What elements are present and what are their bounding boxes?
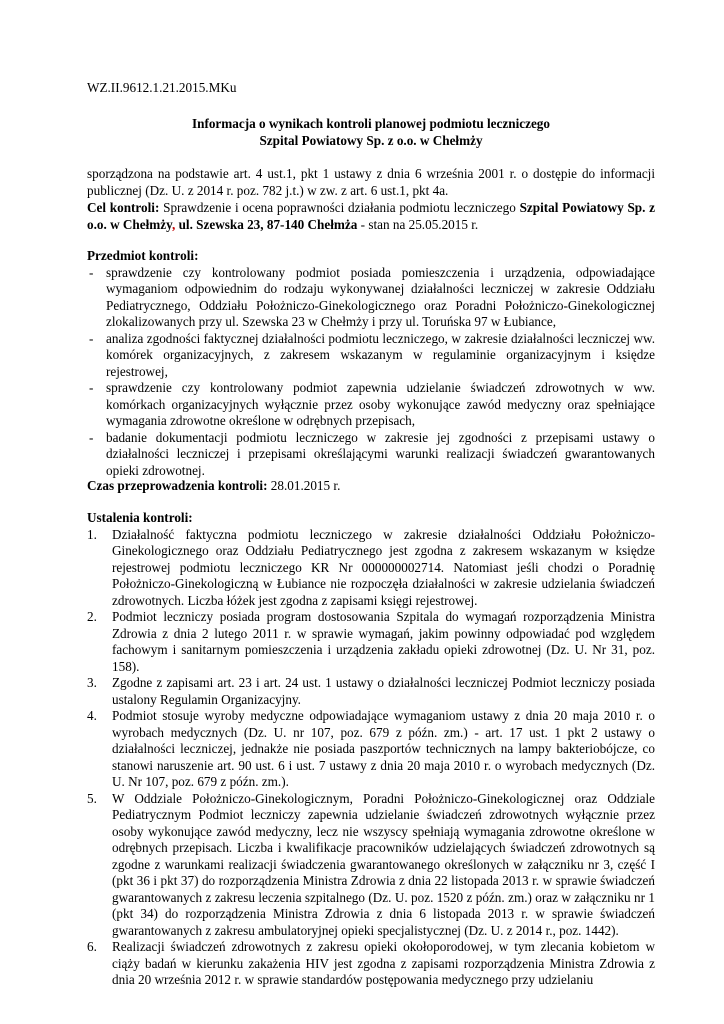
control-state-date: - stan na 25.05.2015 r. [357, 216, 479, 232]
finding-number: 4. [87, 708, 97, 723]
control-date-value: 28.01.2015 r. [267, 478, 341, 493]
list-item: - badanie dokumentacji podmiotu leczniczego w zakresie jej zgodności z przepisami ustawy o działalności leczniczej i przepisami określającymi warunki realizacji świadczeń gwarantowanych opieki zdrowotnej. [87, 430, 655, 480]
control-purpose-text: Sprawdzenie i ocena poprawności działania podmiotu leczniczego [159, 200, 520, 215]
title-line-1: Informacja o wynikach kontroli planowej podmiotu leczniczego [191, 116, 550, 131]
finding-text: Działalność faktyczna podmiotu leczniczego w zakresie działalności Oddziału Położniczo-Ginekologicznego oraz Oddziału Pediatrycznego jest zgodna z zakresem wskazanym w księdze rejestrowej podmiotu leczniczego KR Nr 000000002714. Natomiast jeśli chodzi o Poradnię Położniczo-Ginekologiczną w Łubiance nie rozpoczęła działalności w zakresie udzielania świadczeń zdrowotnych. Liczba łóżek jest zgodna z zapisami księgi rejestrowej. [112, 526, 655, 608]
finding-text: Realizacji świadczeń zdrowotnych z zakresu opieki okołoporodowej, w tym zlecania kobietom w ciąży badań w kierunku zakażenia HIV jest zgodna z zapisami rozporządzenia Ministra Zdrowia z dnia 20 września 2012 r. w sprawie standardów postępowania medycznego przy udzielaniu [112, 939, 655, 987]
list-item: - sprawdzenie czy kontrolowany podmiot zapewnia udzielanie świadczeń zdrowotnych w ww. komórkach organizacyjnych wyłącznie przez osoby wykonujące zawód medyczny oraz spełniające wymagania zdrowotne określone w odrębnych przepisach, [87, 380, 655, 430]
list-item [87, 675, 655, 708]
findings-heading: Ustalenia kontroli: [87, 510, 193, 525]
entity-comma: , [171, 216, 176, 232]
control-purpose-paragraph [87, 200, 655, 233]
list-item [87, 791, 655, 940]
title-line-2: Szpital Powiatowy Sp. z o.o. w Chełmży [259, 132, 483, 148]
finding-text: Podmiot stosuje wyroby medyczne odpowiadające wymaganiom ustawy z dnia 20 maja 2010 r. o wyrobach medycznych (Dz. U. nr 107, poz. 679 z późn. zm.) - art. 17 ust. 1 pkt 2 ustawy o działalności leczniczej, jednakże nie posiada paszportów technicznych na lampy bakteriobójcze, co stanowi naruszenie art. 90 ust. 6 i ust. 7 ustawy z dnia 20 maja 2010 r. o wyrobach medycznych (Dz. U. Nr 107, poz. 679 z późn. zm.). [112, 708, 655, 789]
list-item [87, 708, 655, 791]
finding-text: Zgodne z zapisami art. 23 i art. 24 ust. 1 ustawy o działalności leczniczej Podmiot leczniczy posiada ustalony Regulamin Organizacyjny. [112, 675, 655, 707]
finding-text: W Oddziale Położniczo-Ginekologicznym, Poradni Położniczo-Ginekologicznej oraz Oddziale Pediatrycznym Podmiot leczniczy zapewnia udzielanie świadczeń zdrowotnych wyłącznie przez osoby wykonujące zawód medyczny, lecz nie wszyscy spełniają wymagania zdrowotne określone w odrębnych przepisach. Liczba i kwalifikacje pracowników udzielających świadczeń zdrowotnych są zgodne z warunkami realizacji świadczenia gwarantowanego określonych w załączniku nr 3, część I (pkt 36 i pkt 37) do rozporządzenia Ministra Zdrowia z dnia 22 listopada 2013 r. w sprawie świadczeń gwarantowanych z zakresu leczenia szpitalnego (Dz. U. poz. 1520 z późn. zm.) oraz w załączniku nr 1 (pkt 34) do rozporządzenia Ministra Zdrowia z dnia 6 listopada 2013 r. w sprawie świadczeń gwarantowanych z zakresu ambulatoryjnej opieki specjalistycznej (Dz. U. z 2014 r., poz. 1442). [112, 790, 655, 938]
document-title [87, 116, 655, 149]
control-subject-list [87, 265, 655, 480]
finding-number: 5. [87, 790, 97, 806]
finding-number: 2. [87, 609, 97, 624]
finding-number: 1. [87, 526, 97, 542]
finding-text: Podmiot leczniczy posiada program dostosowania Szpitala do wymagań rozporządzenia Ministra Zdrowia z dnia 2 lutego 2011 r. w sprawie wymagań, jakim powinny odpowiadać pod względem fachowym i sanitarnym pomieszczenia i urządzenia zakładu opieki zdrowotnej (Dz. U. Nr 31, poz. 158). [112, 609, 655, 674]
legal-basis-paragraph: sporządzona na podstawie art. 4 ust.1, pkt 1 ustawy z dnia 6 września 2001 r. o dostępie do informacji publicznej (Dz. U. z 2014 r. poz. 782 j.t.) w zw. z art. 6 ust.1, pkt 4a. [87, 166, 655, 198]
list-item [87, 609, 655, 675]
list-item: - sprawdzenie czy kontrolowany podmiot posiada pomieszczenia i urządzenia, odpowiadające wymaganiom odpowiednim do rodzaju wykonywanej działalności leczniczej w zakresie Oddziału Pediatrycznego, Oddziału Położniczo-Ginekologicznego oraz Poradni Położniczo-Ginekologicznej zlokalizowanych przy ul. Szewska 23 w Chełmży i przy ul. Toruńska 97 w Łubiance, [87, 265, 655, 331]
control-purpose-label: Cel kontroli: [87, 200, 160, 215]
control-date-label: Czas przeprowadzenia kontroli: [87, 478, 268, 493]
reference-number: WZ.II.9612.1.21.2015.MKu [87, 80, 237, 95]
control-subject-heading: Przedmiot kontroli: [87, 248, 199, 263]
control-subject-section [87, 248, 655, 479]
findings-list [87, 527, 655, 989]
control-entity-address: ul. Szewska 23, 87-140 Chełmża [175, 216, 358, 232]
list-item: - analiza zgodności faktycznej działalności podmiotu leczniczego, w zakresie działalności leczniczej ww. komórek organizacyjnych, z zakresem wskazanym w regulaminie organizacyjnym i księdze rejestrowej, [87, 331, 655, 381]
list-item [87, 939, 655, 989]
findings-section [87, 510, 655, 989]
list-item [87, 527, 655, 610]
control-entity-name: Szpital Powiatowy Sp. z o.o. w Chełmży [87, 200, 656, 232]
finding-number: 6. [87, 939, 97, 954]
finding-number: 3. [87, 675, 97, 690]
control-date-paragraph [87, 478, 655, 495]
